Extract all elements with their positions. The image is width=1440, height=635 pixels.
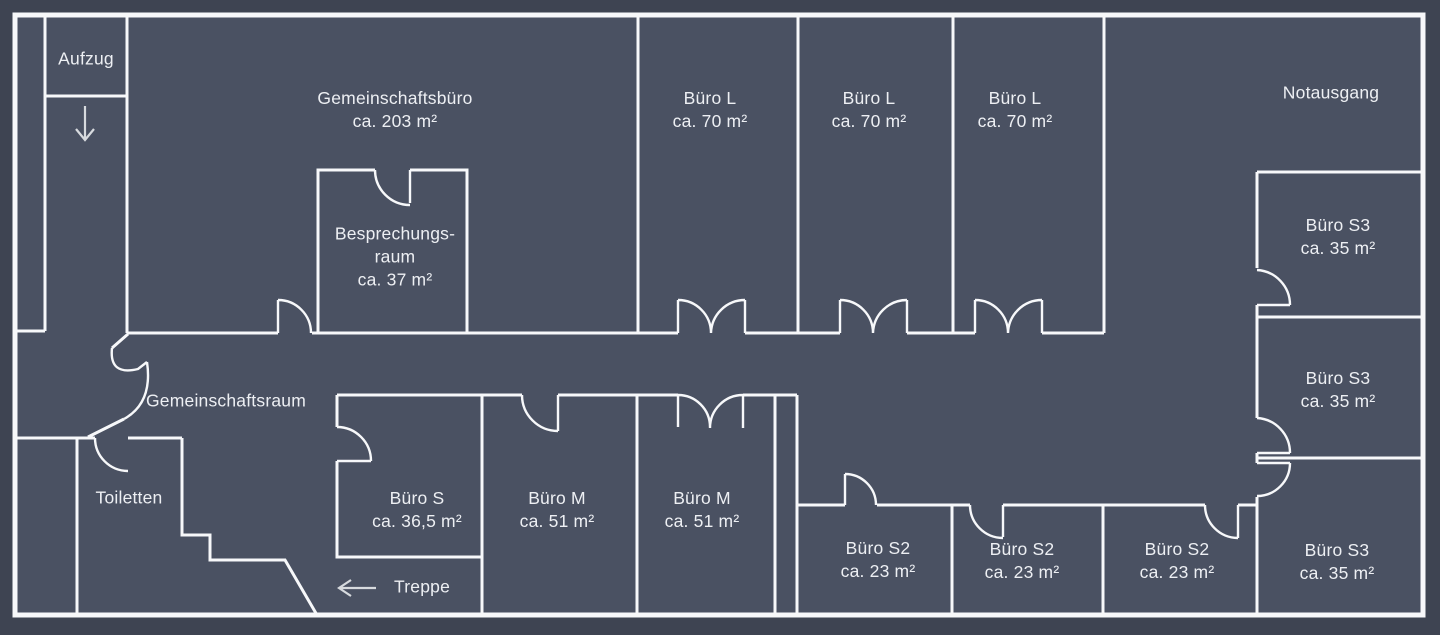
room-label-buero-s3-1: Büro S3 ca. 35 m²	[1300, 215, 1376, 258]
room-label-buero-s3-2: Büro S3 ca. 35 m²	[1300, 368, 1376, 411]
room-label-buero-s: Büro S ca. 36,5 m²	[372, 488, 462, 531]
room-label-besprechungsraum: Besprechungs- raum ca. 37 m²	[334, 223, 456, 290]
room-label-toiletten: Toiletten	[95, 487, 163, 508]
room-label-buero-l-2: Büro L ca. 70 m²	[831, 88, 907, 131]
room-label-buero-l-1: Büro L ca. 70 m²	[672, 88, 748, 131]
room-label-gemeinschaftsbuero: Gemeinschaftsbüro ca. 203 m²	[317, 88, 473, 131]
room-label-buero-s2-1: Büro S2 ca. 23 m²	[840, 538, 916, 581]
room-label-buero-l-3: Büro L ca. 70 m²	[977, 88, 1053, 131]
room-label-buero-s2-3: Büro S2 ca. 23 m²	[1139, 539, 1215, 582]
room-label-buero-m-1: Büro M ca. 51 m²	[519, 488, 595, 531]
room-label-buero-s2-2: Büro S2 ca. 23 m²	[984, 539, 1060, 582]
room-label-buero-m-2: Büro M ca. 51 m²	[664, 488, 740, 531]
room-label-gemeinschaftsraum: Gemeinschaftsraum	[146, 390, 306, 411]
room-label-notausgang: Notausgang	[1282, 82, 1380, 103]
room-label-aufzug: Aufzug	[58, 48, 114, 69]
room-label-treppe: Treppe	[394, 576, 450, 597]
room-label-buero-s3-3: Büro S3 ca. 35 m²	[1299, 540, 1375, 583]
